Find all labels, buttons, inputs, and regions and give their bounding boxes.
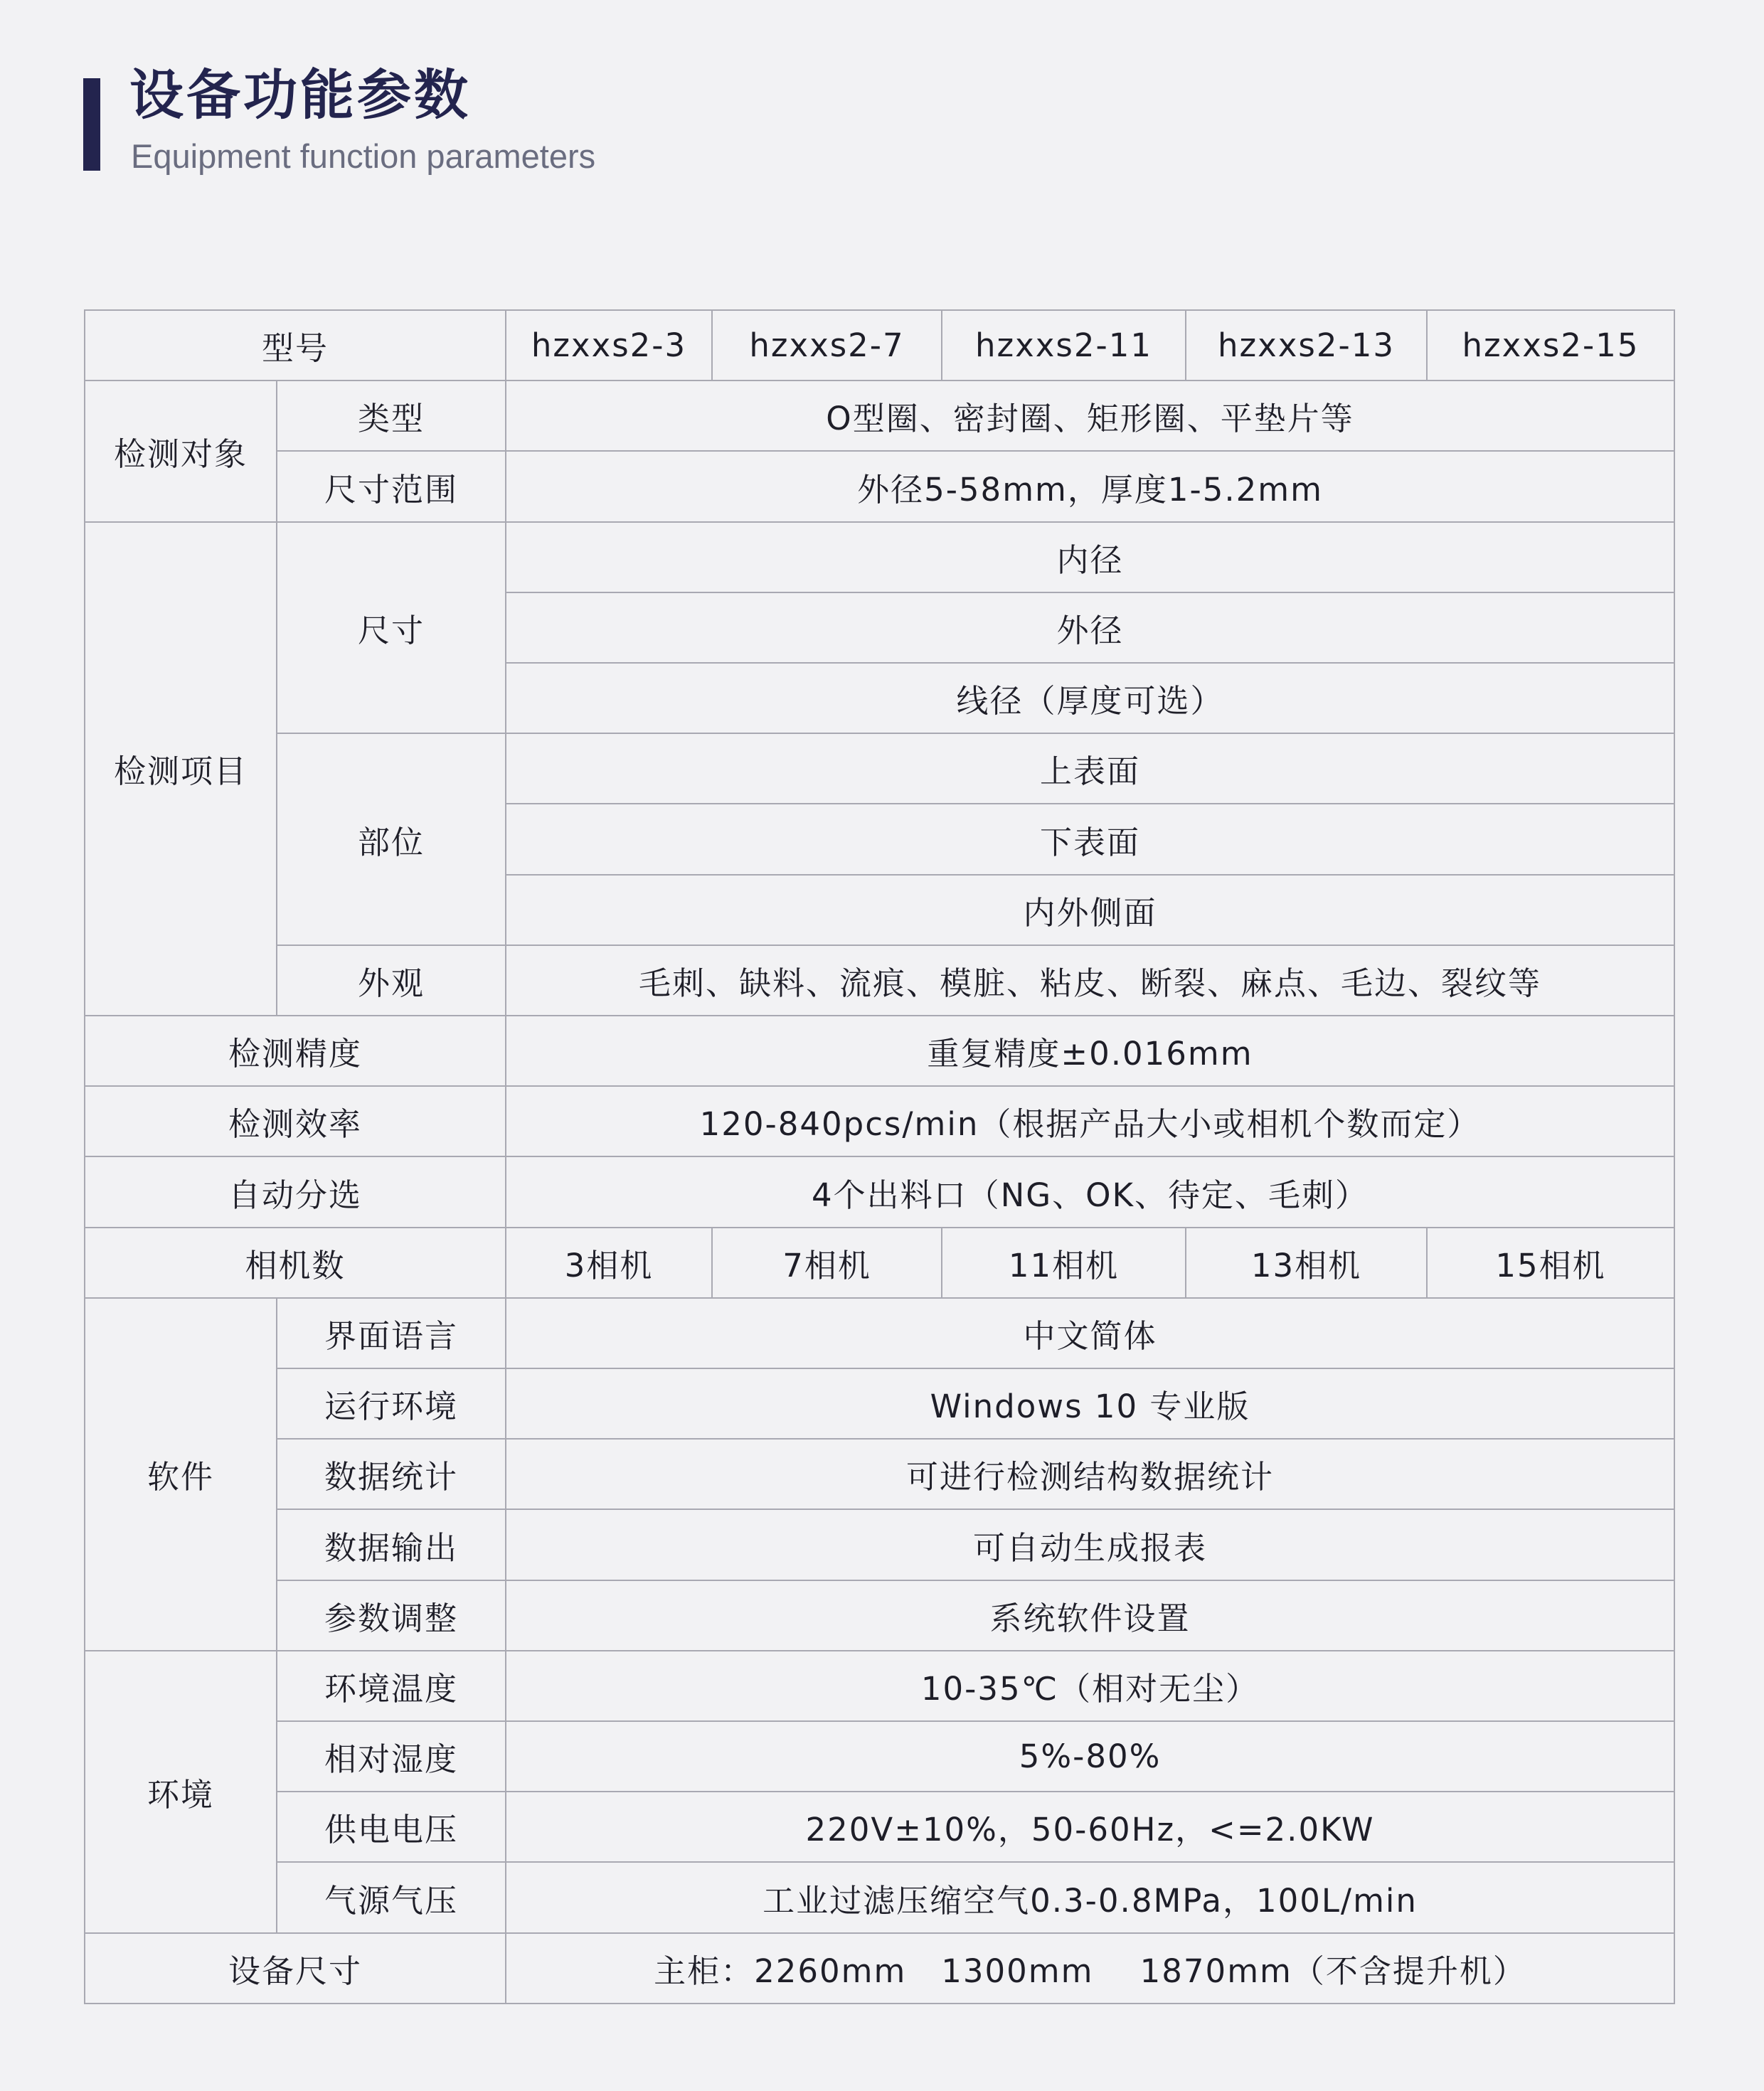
row-label: 环境温度 bbox=[277, 1651, 506, 1721]
table-row bbox=[85, 1439, 1674, 1509]
row-value: 外径 bbox=[506, 592, 1674, 663]
table-row bbox=[85, 733, 1674, 804]
row-value: 线径（厚度可选） bbox=[506, 663, 1674, 733]
row-label: 气源气压 bbox=[277, 1862, 506, 1932]
table-row bbox=[85, 1721, 1674, 1792]
row-label: 自动分选 bbox=[85, 1156, 506, 1227]
table-row bbox=[85, 1086, 1674, 1156]
row-value: 工业过滤压缩空气0.3-0.8MPa，100L/min bbox=[506, 1862, 1674, 1932]
row-label: 数据统计 bbox=[277, 1439, 506, 1509]
table-row-model bbox=[85, 310, 1674, 381]
row-value: 可进行检测结构数据统计 bbox=[506, 1439, 1674, 1509]
table-row bbox=[85, 1016, 1674, 1086]
camera-cell: 3相机 bbox=[506, 1228, 712, 1298]
page-title: 设备功能参数 bbox=[129, 63, 471, 127]
row-label: 检测精度 bbox=[85, 1016, 506, 1086]
page-subtitle: Equipment function parameters bbox=[131, 137, 596, 175]
group-label-environment: 环境 bbox=[85, 1651, 277, 1933]
row-value: 120-840pcs/min（根据产品大小或相机个数而定） bbox=[506, 1086, 1674, 1156]
group-label-items: 检测项目 bbox=[85, 522, 277, 1016]
camera-cell: 11相机 bbox=[942, 1228, 1186, 1298]
camera-cell: 13相机 bbox=[1186, 1228, 1427, 1298]
table-row bbox=[85, 1368, 1674, 1439]
row-value: Windows 10 专业版 bbox=[506, 1368, 1674, 1439]
row-label: 运行环境 bbox=[277, 1368, 506, 1439]
row-label: 参数调整 bbox=[277, 1580, 506, 1651]
camera-cell: 7相机 bbox=[712, 1228, 942, 1298]
row-value: 主柜：2260mm 1300mm 1870mm（不含提升机） bbox=[506, 1933, 1674, 2004]
table-row bbox=[85, 1651, 1674, 1721]
row-value: 220V±10%，50-60Hz，<=2.0KW bbox=[506, 1792, 1674, 1862]
row-label: 尺寸范围 bbox=[277, 451, 506, 521]
table-row bbox=[85, 1298, 1674, 1368]
model-cell: hzxxs2-3 bbox=[506, 310, 712, 381]
table-row bbox=[85, 1580, 1674, 1651]
table-row bbox=[85, 945, 1674, 1016]
table-row bbox=[85, 1792, 1674, 1862]
row-value: 系统软件设置 bbox=[506, 1580, 1674, 1651]
row-label: 数据输出 bbox=[277, 1509, 506, 1580]
model-cell: hzxxs2-7 bbox=[712, 310, 942, 381]
row-value: 外径5-58mm，厚度1-5.2mm bbox=[506, 451, 1674, 521]
table-row bbox=[85, 1862, 1674, 1932]
group-label-software: 软件 bbox=[85, 1298, 277, 1651]
row-value: 4个出料口（NG、OK、待定、毛刺） bbox=[506, 1156, 1674, 1227]
row-value: 下表面 bbox=[506, 804, 1674, 874]
title-accent-bar bbox=[83, 78, 100, 171]
table-row-cameras bbox=[85, 1228, 1674, 1298]
row-value: 内外侧面 bbox=[506, 875, 1674, 945]
table-row bbox=[85, 1933, 1674, 2004]
row-value: 重复精度±0.016mm bbox=[506, 1016, 1674, 1086]
table-row bbox=[85, 1509, 1674, 1580]
row-label: 检测效率 bbox=[85, 1086, 506, 1156]
row-label: 供电电压 bbox=[277, 1792, 506, 1862]
model-cell: hzxxs2-13 bbox=[1186, 310, 1427, 381]
row-label: 外观 bbox=[277, 945, 506, 1016]
row-value: 上表面 bbox=[506, 733, 1674, 804]
camera-cell: 15相机 bbox=[1427, 1228, 1674, 1298]
table-row bbox=[85, 1156, 1674, 1227]
row-label: 相机数 bbox=[85, 1228, 506, 1298]
row-label: 设备尺寸 bbox=[85, 1933, 506, 2004]
group-label-object: 检测对象 bbox=[85, 381, 277, 521]
model-cell: hzxxs2-11 bbox=[942, 310, 1186, 381]
row-value: 毛刺、缺料、流痕、模脏、粘皮、断裂、麻点、毛边、裂纹等 bbox=[506, 945, 1674, 1016]
table-row bbox=[85, 522, 1674, 592]
row-value: 中文简体 bbox=[506, 1298, 1674, 1368]
model-cell: hzxxs2-15 bbox=[1427, 310, 1674, 381]
row-label: 部位 bbox=[277, 733, 506, 945]
row-label-model: 型号 bbox=[85, 310, 506, 381]
row-value: 内径 bbox=[506, 522, 1674, 592]
row-label: 尺寸 bbox=[277, 522, 506, 734]
row-value: 可自动生成报表 bbox=[506, 1509, 1674, 1580]
spec-table bbox=[84, 309, 1675, 2004]
table-row bbox=[85, 451, 1674, 521]
row-value: 5%-80% bbox=[506, 1721, 1674, 1792]
row-label: 类型 bbox=[277, 381, 506, 451]
row-label: 界面语言 bbox=[277, 1298, 506, 1368]
row-value: O型圈、密封圈、矩形圈、平垫片等 bbox=[506, 381, 1674, 451]
row-value: 10-35℃（相对无尘） bbox=[506, 1651, 1674, 1721]
table-row bbox=[85, 381, 1674, 451]
row-label: 相对湿度 bbox=[277, 1721, 506, 1792]
